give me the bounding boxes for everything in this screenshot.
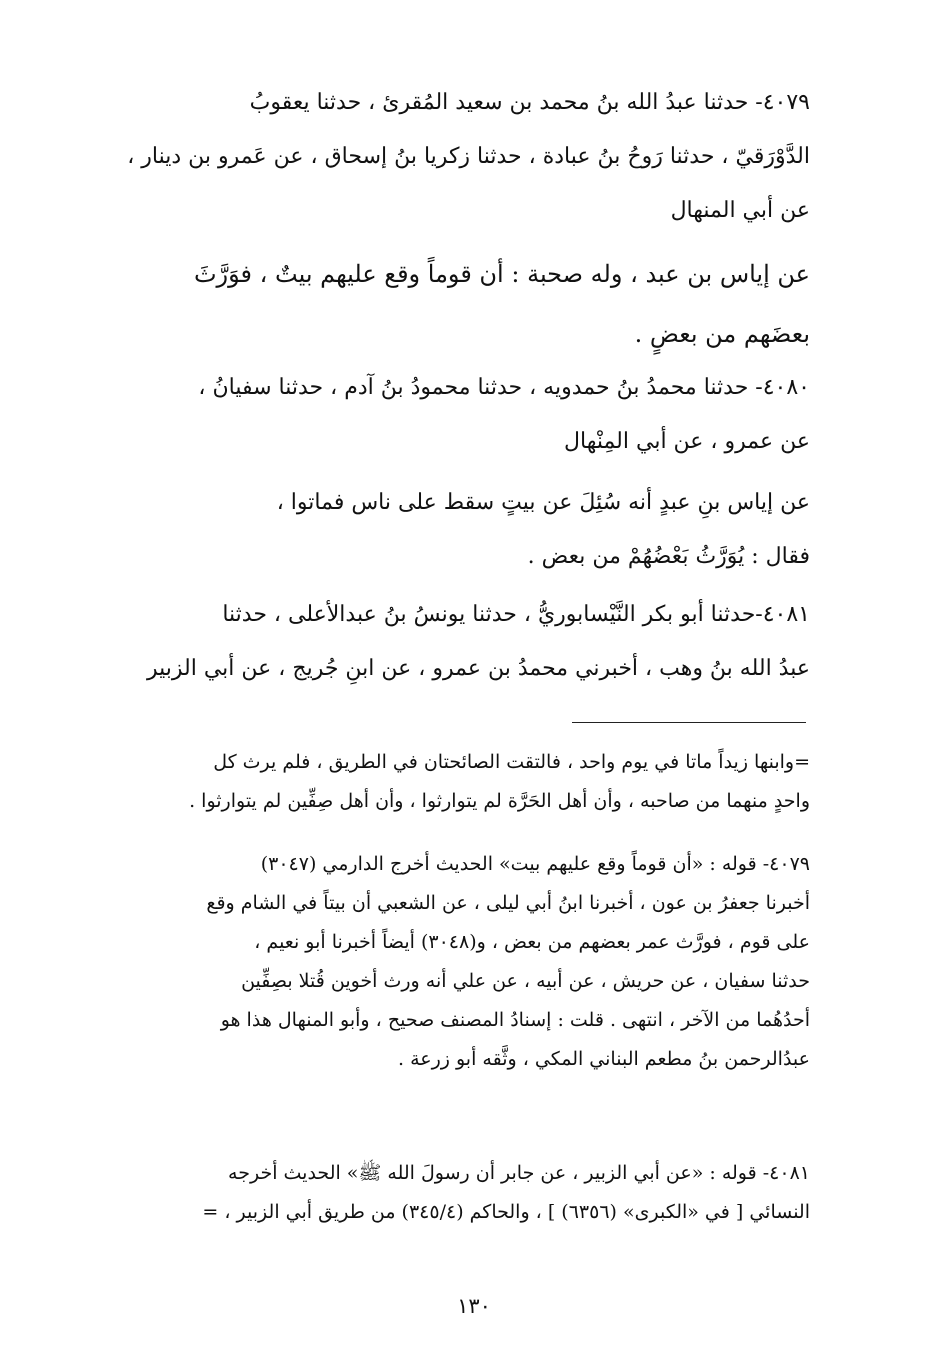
footnote-4081 (100, 1154, 810, 1232)
text-line: عن إياس بن عبد ، وله صحبة : أن قوماً وقع عليهم بيتٌ ، فوَرَّثَ (193, 260, 810, 288)
hadith-4079-isnad (100, 76, 810, 238)
hadith-4079-matn (100, 244, 810, 364)
text-line: عن عمرو ، عن أبي المِنْهال (564, 429, 810, 454)
text-line: ٤٠٨١-حدثنا أبو بكر النَّيْسابوريُّ ، حدثنا يونسُ بنُ عبدالأعلى ، حدثنا (222, 602, 810, 627)
text-line: ٤٠٨٠- حدثنا محمدُ بنُ حمدويه ، حدثنا محمودُ بنُ آدم ، حدثنا سفيانُ ، (198, 375, 810, 400)
footnote-continuation (100, 743, 810, 821)
text-line: عن إياس بنِ عبدٍ أنه سُئِلَ عن بيتٍ سقط على ناس فماتوا ، (276, 490, 810, 515)
text-line: أحدُهُما من الآخر ، انتهى . قلت : إسنادُ المصنف صحيح ، وأبو المنهال هذا هو (220, 1009, 810, 1031)
text-line: عبدُ الله بنُ وهب ، أخبرني محمدُ بن عمرو ، عن ابنِ جُريج ، عن أبي الزبير (147, 656, 810, 681)
hadith-4081-isnad (100, 588, 810, 696)
text-line: على قوم ، فورَّث عمر بعضهم من بعض ، و(٣٠٤٨) أيضاً أخبرنا أبو نعيم ، (254, 931, 810, 953)
footnote-4079 (100, 845, 810, 1079)
page-number: ١٣٠ (457, 1294, 491, 1318)
footnote-separator (572, 722, 806, 723)
hadith-4080-isnad (100, 361, 810, 469)
text-line: أخبرنا جعفرُ بن عون ، أخبرنا ابنُ أبي ليلى ، عن الشعبي أن بيتاً في الشام وقع (206, 892, 810, 914)
text-line: ٤٠٨١- قوله : «عن أبي الزبير ، عن جابر أن رسولَ الله ﷺ» الحديث أخرجه (228, 1162, 810, 1184)
text-line: واحدٍ منهما من صاحبه ، وأن أهل الحَرَّة لم يتوارثوا ، وأن أهل صِفِّين لم يتوارثوا . (189, 790, 810, 812)
text-line: ٤٠٧٩- حدثنا عبدُ الله بنُ محمد بن سعيد المُقرئ ، حدثنا يعقوبُ (249, 90, 810, 115)
text-line: =وابنها زيداً ماتا في يوم واحد ، فالتقت الصائحتان في الطريق ، فلم يرث كل (213, 751, 810, 773)
text-line: حدثنا سفيان ، عن حريش ، عن أبيه ، عن علي أنه ورث أخوين قُتلا بصِفِّين (241, 970, 810, 992)
text-line: فقال : يُوَرَّثُ بَعْضُهُمْ من بعض . (527, 544, 810, 569)
text-line: عبدُالرحمن بنُ مطعم البناني المكي ، وثَّقه أبو زرعة . (398, 1048, 810, 1070)
hadith-4080-matn (100, 476, 810, 584)
text-line: النسائي [ في «الكبرى» (٦٣٥٦) ] ، والحاكم (٣٤٥/٤) من طريق أبي الزبير ، = (202, 1201, 810, 1223)
text-line: بعضَهم من بعضٍ . (634, 320, 810, 348)
text-line: الدَّوْرَقيّ ، حدثنا رَوحُ بنُ عبادة ، حدثنا زكريا بنُ إسحاق ، عن عَمرو بن دينار ، (127, 144, 810, 169)
text-line: عن أبي المنهال (670, 198, 810, 223)
text-line: ٤٠٧٩- قوله : «أن قوماً وقع عليهم بيت» الحديث أخرج الدارمي (٣٠٤٧) (260, 853, 810, 875)
